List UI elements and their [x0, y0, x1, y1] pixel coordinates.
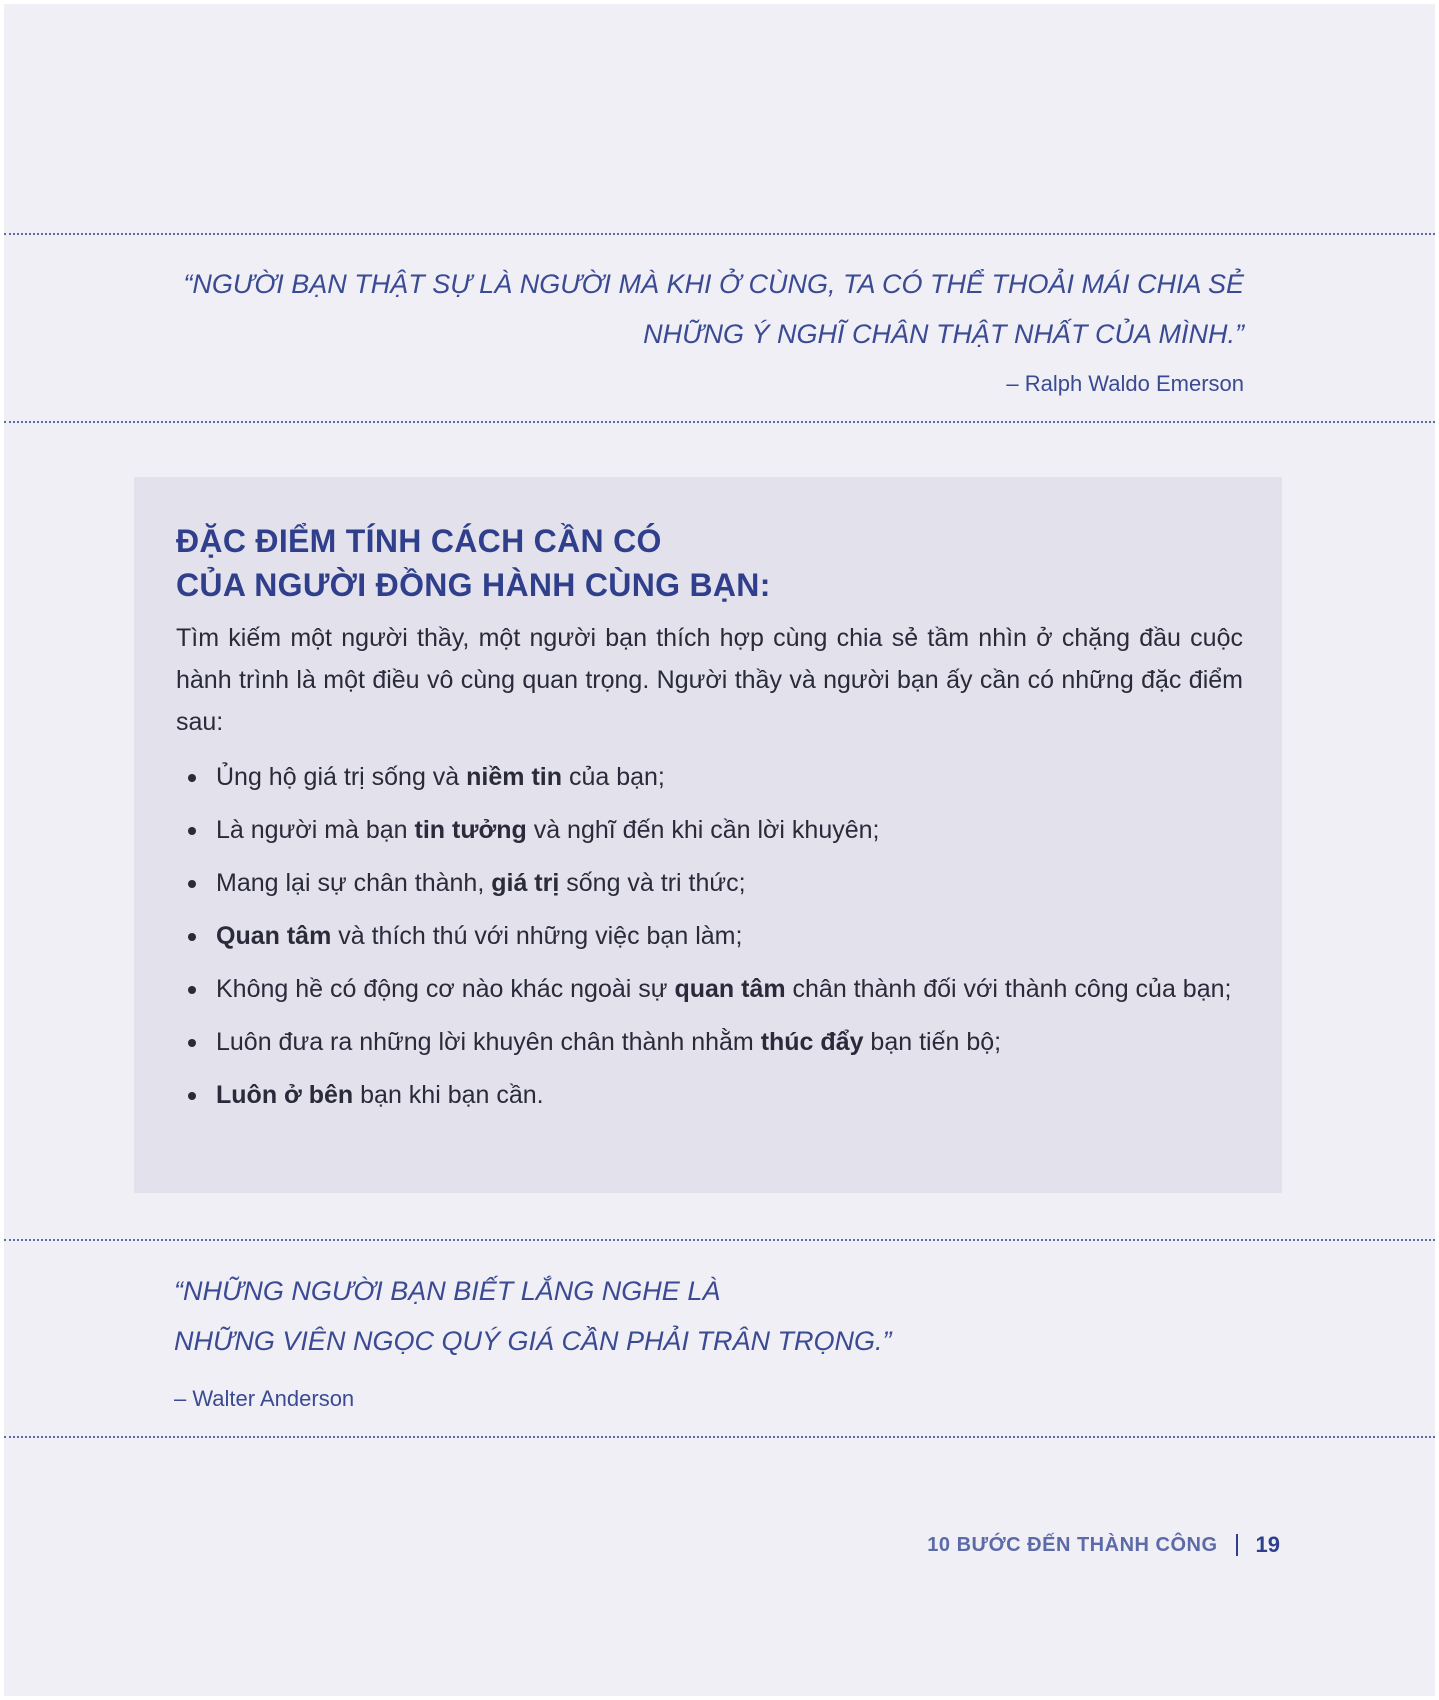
- book-page: [4, 4, 1435, 1696]
- bullet-text: Ủng hộ giá trị sống và: [216, 763, 467, 791]
- traits-box-title: [176, 519, 1236, 607]
- bullet-text: bạn khi bạn cần.: [353, 1081, 544, 1109]
- bullet-icon: [188, 827, 196, 835]
- bottom-quote: [174, 1266, 1174, 1366]
- bullet-icon: [188, 933, 196, 941]
- bullet-text: sống và tri thức;: [559, 869, 746, 897]
- list-item: [176, 916, 1243, 957]
- bullet-text: của bạn;: [562, 763, 665, 791]
- bottom-divider-upper: [4, 1239, 1435, 1241]
- bottom-quote-author: – Walter Anderson: [174, 1386, 355, 1411]
- page-number: 19: [1255, 1532, 1280, 1557]
- footer-separator: [1236, 1534, 1238, 1556]
- bullet-icon: [188, 880, 196, 888]
- bullet-emphasis: Quan tâm: [216, 922, 332, 950]
- page-footer: [927, 1532, 1280, 1558]
- bottom-quote-line-1: “NHỮNG NGƯỜI BẠN BIẾT LẮNG NGHE LÀ: [174, 1276, 721, 1306]
- bullet-text: bạn tiến bộ;: [863, 1028, 1002, 1056]
- top-quote-author: – Ralph Waldo Emerson: [1006, 371, 1244, 396]
- bullet-icon: [188, 986, 196, 994]
- bullet-emphasis: Luôn ở bên: [216, 1081, 354, 1109]
- list-item: [176, 757, 1243, 798]
- traits-list: [176, 757, 1243, 1128]
- bottom-divider-lower: [4, 1436, 1435, 1438]
- bullet-text: Không hề có động cơ nào khác ngoài sự: [216, 975, 675, 1003]
- top-quote: [144, 259, 1244, 359]
- bottom-quote-line-2: NHỮNG VIÊN NGỌC QUÝ GIÁ CẦN PHẢI TRÂN TRỌNG.”: [174, 1326, 892, 1356]
- list-item: [176, 863, 1243, 904]
- bullet-text: Luôn đưa ra những lời khuyên chân thành nhằm: [216, 1028, 761, 1056]
- list-item: [176, 969, 1243, 1010]
- traits-title-line-1: ĐẶC ĐIỂM TÍNH CÁCH CẦN CÓ: [176, 523, 662, 559]
- list-item: [176, 810, 1243, 851]
- bullet-emphasis: giá trị: [491, 869, 560, 897]
- list-item: [176, 1075, 1243, 1116]
- top-quote-line-1: “NGƯỜI BẠN THẬT SỰ LÀ NGƯỜI MÀ KHI Ở CÙNG, TA CÓ THỂ THOẢI MÁI CHIA SẺ: [183, 269, 1244, 299]
- list-item: [176, 1022, 1243, 1063]
- bullet-text: chân thành đối với thành công của bạn;: [785, 975, 1232, 1003]
- traits-intro-paragraph: Tìm kiếm một người thầy, một người bạn thích hợp cùng chia sẻ tầm nhìn ở chặng đầu cuộc hành trình là một điều vô cùng quan trọng. Người thầy và người bạn ấy cần có những đặc điểm sau:: [176, 624, 1243, 736]
- traits-box: [134, 477, 1282, 1193]
- bullet-emphasis: quan tâm: [674, 975, 786, 1003]
- bullet-icon: [188, 1092, 196, 1100]
- bullet-emphasis: tin tưởng: [414, 816, 527, 844]
- top-quote-line-2: NHỮNG Ý NGHĨ CHÂN THẬT NHẤT CỦA MÌNH.”: [643, 319, 1244, 349]
- top-divider-lower: [4, 421, 1435, 423]
- traits-title-line-2: CỦA NGƯỜI ĐỒNG HÀNH CÙNG BẠN:: [176, 567, 771, 603]
- bullet-text: và nghĩ đến khi cần lời khuyên;: [526, 816, 880, 844]
- bullet-emphasis: niềm tin: [466, 763, 562, 791]
- bullet-text: Là người mà bạn: [216, 816, 415, 844]
- top-divider-upper: [4, 233, 1435, 235]
- bullet-icon: [188, 1039, 196, 1047]
- bullet-text: và thích thú với những việc bạn làm;: [331, 922, 743, 950]
- bullet-icon: [188, 774, 196, 782]
- book-title: 10 BƯỚC ĐẾN THÀNH CÔNG: [927, 1533, 1218, 1556]
- bullet-emphasis: thúc đẩy: [760, 1028, 864, 1056]
- bullet-text: Mang lại sự chân thành,: [216, 869, 492, 897]
